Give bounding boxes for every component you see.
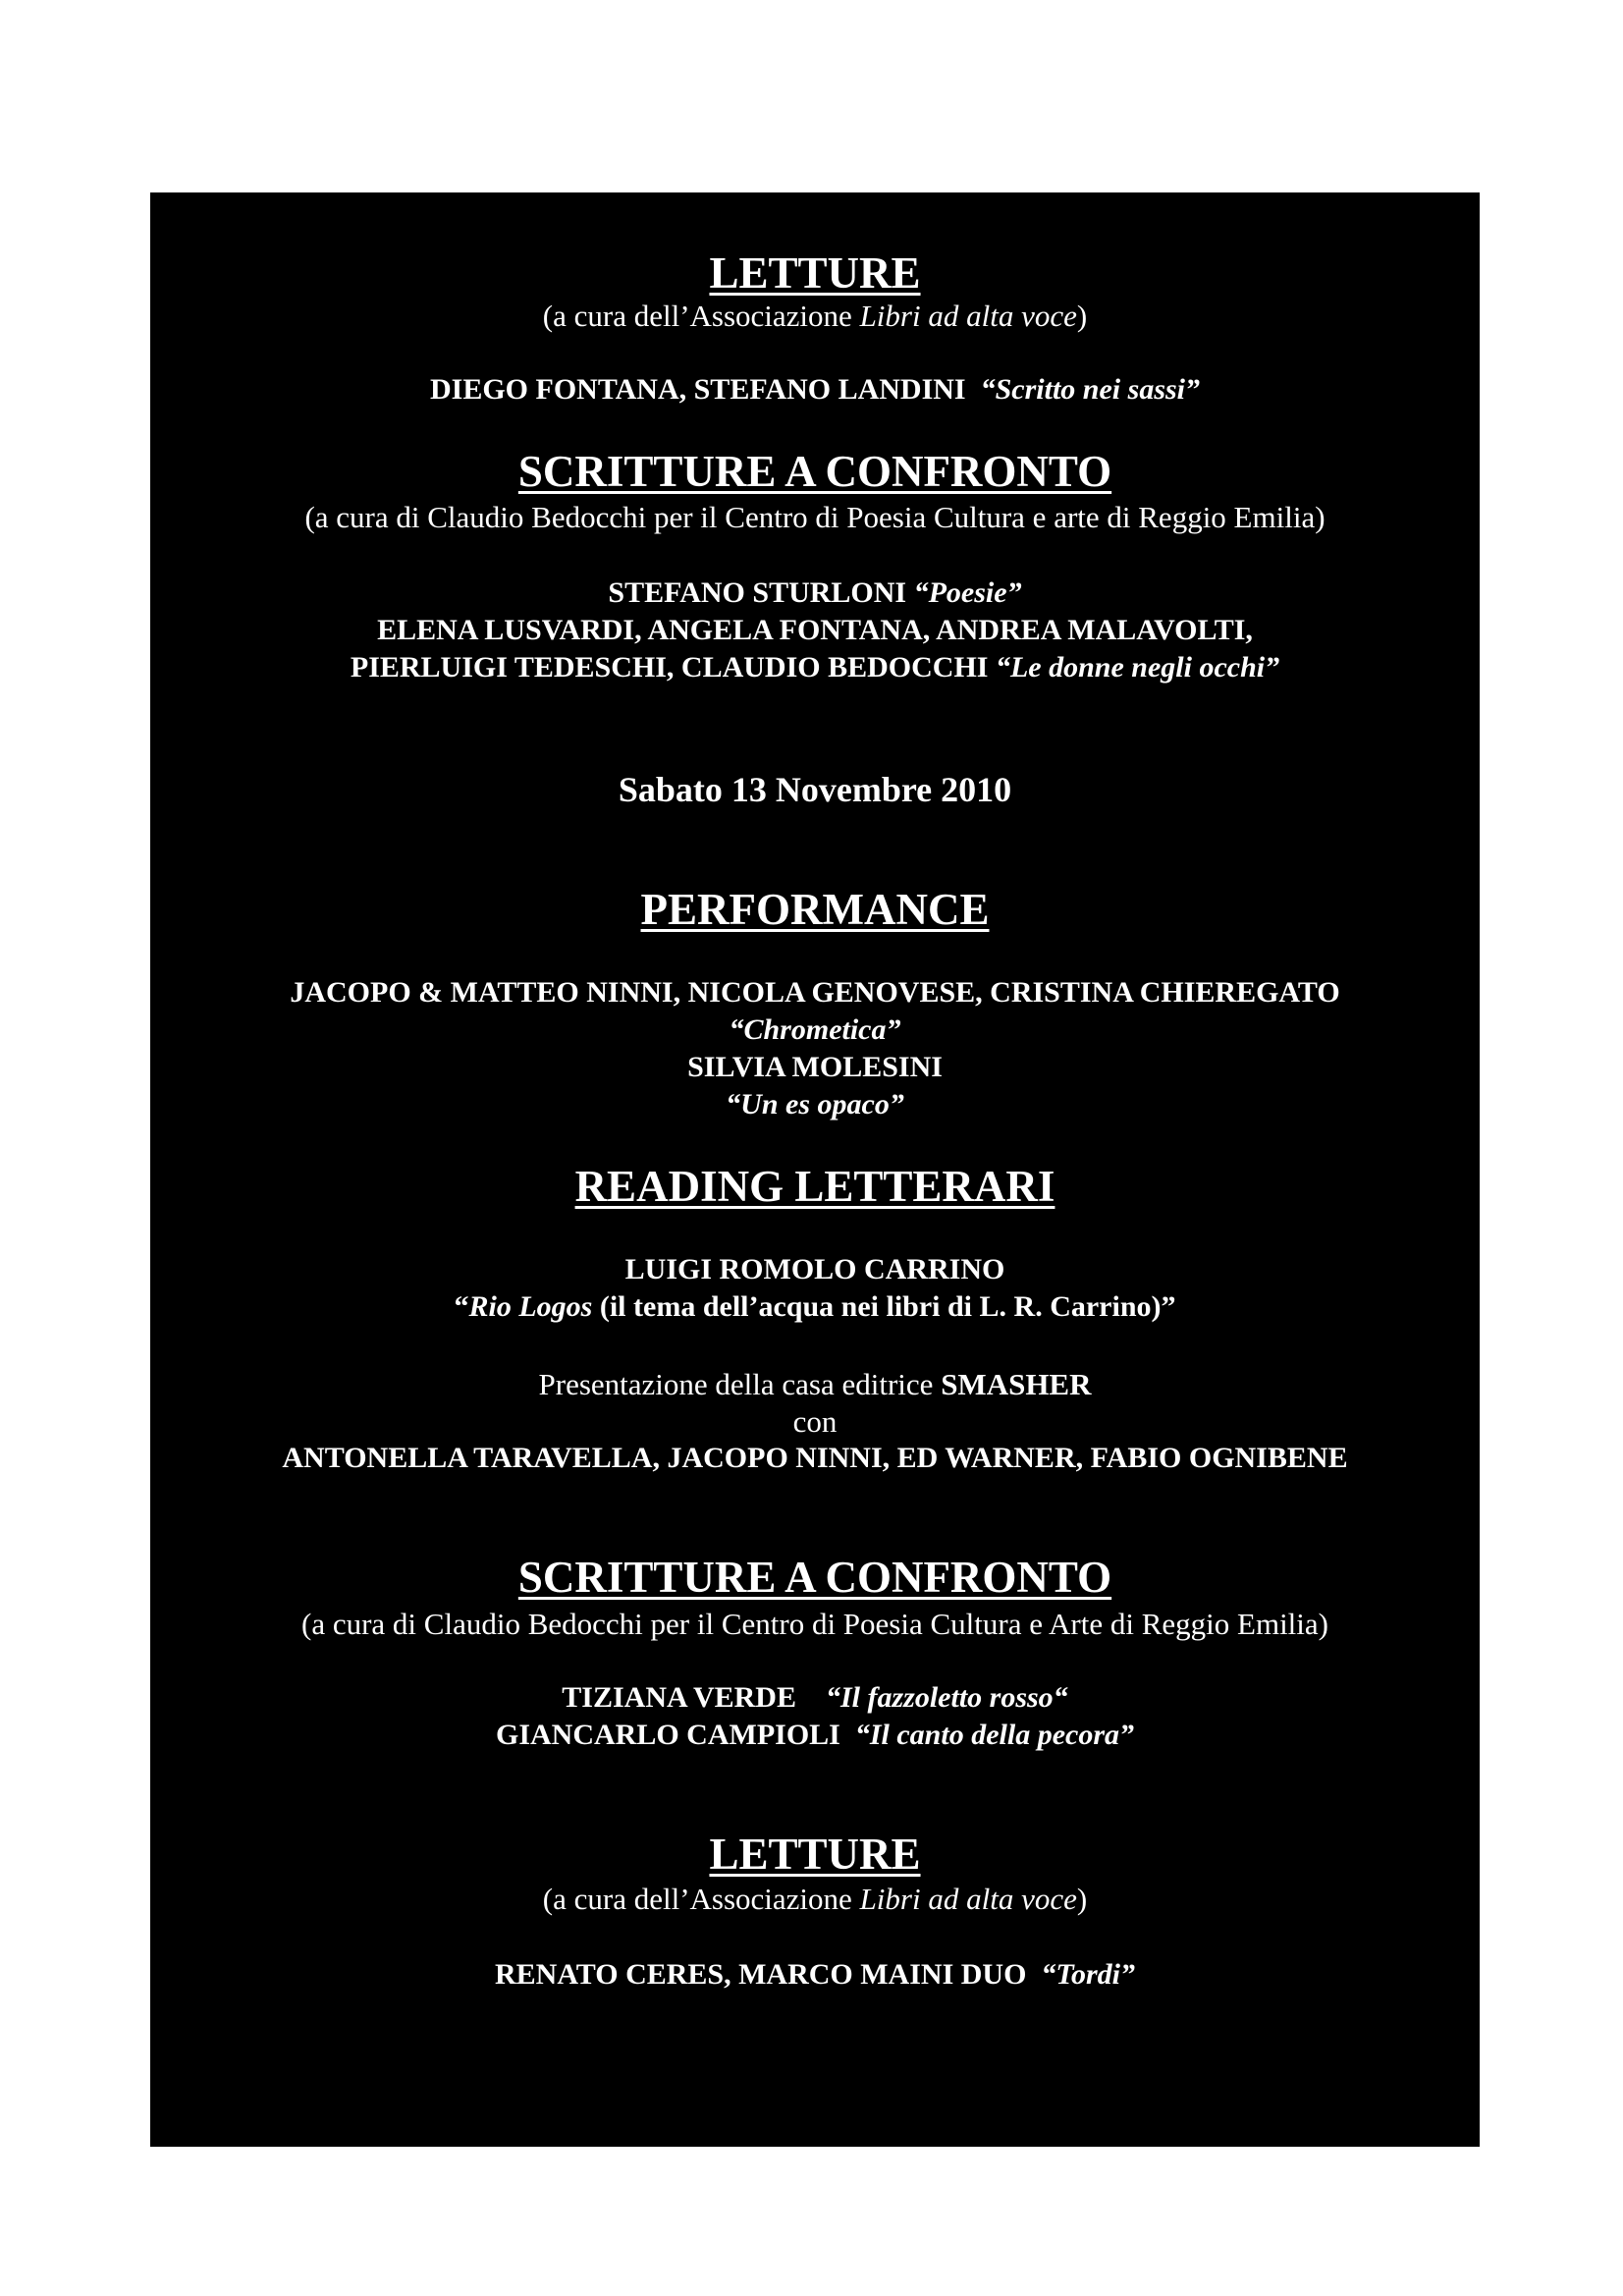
scritture-2-entry-2: GIANCARLO CAMPIOLI “Il canto della pecora” [496,1719,1134,1751]
letture-curator-2: (a cura dell’Associazione Libri ad alta voce) [542,1882,1088,1916]
letture-heading-1: LETTURE [709,248,921,298]
letture-curator-1: (a cura dell’Associazione Libri ad alta voce) [542,299,1088,333]
reading-participants: ANTONELLA TARAVELLA, JACOPO NINNI, ED WARNER, FABIO OGNIBENE [282,1442,1348,1474]
scritture-curator-2: (a cura di Claudio Bedocchi per il Centro di Poesia Cultura e Arte di Reggio Emilia) [301,1607,1328,1641]
performance-title-2: “Un es opaco” [726,1088,904,1121]
performance-artists-1: JACOPO & MATTEO NINNI, NICOLA GENOVESE, CRISTINA CHIEREGATO [290,976,1340,1009]
event-date: Sabato 13 Novembre 2010 [618,770,1012,809]
scritture-entry-1: STEFANO STURLONI “Poesie” [608,576,1022,609]
scritture-curator-1: (a cura di Claudio Bedocchi per il Centro di Poesia Cultura e arte di Reggio Emilia) [304,500,1325,534]
scritture-heading-1: SCRITTURE A CONFRONTO [517,447,1112,496]
reading-title: “Rio Logos (il tema dell’acqua nei libri di L. R. Carrino)” [454,1290,1176,1323]
scritture-heading-2: SCRITTURE A CONFRONTO [517,1553,1112,1602]
performance-title-1: “Chrometica” [729,1013,901,1046]
performance-heading: PERFORMANCE [640,885,990,934]
scritture-entry-2-line1: ELENA LUSVARDI, ANGELA FONTANA, ANDREA MALAVOLTI, [377,614,1253,646]
letture-entry-2: RENATO CERES, MARCO MAINI DUO “Tordi” [494,1958,1135,1991]
reading-presentation: Presentazione della casa editrice SMASHER [538,1367,1092,1401]
program-panel [150,192,1480,2147]
scritture-2-entry-1: TIZIANA VERDE “Il fazzoletto rosso“ [562,1681,1068,1714]
letture-heading-2: LETTURE [709,1830,921,1879]
reading-heading: READING LETTERARI [574,1162,1055,1211]
performance-artist-2: SILVIA MOLESINI [687,1051,943,1083]
scritture-entry-2-line2: PIERLUIGI TEDESCHI, CLAUDIO BEDOCCHI “Le donne negli occhi” [350,651,1280,683]
reading-author: LUIGI ROMOLO CARRINO [624,1253,1005,1285]
letture-entry-1: DIEGO FONTANA, STEFANO LANDINI “Scritto nei sassi” [430,373,1200,406]
reading-with: con [792,1404,838,1439]
